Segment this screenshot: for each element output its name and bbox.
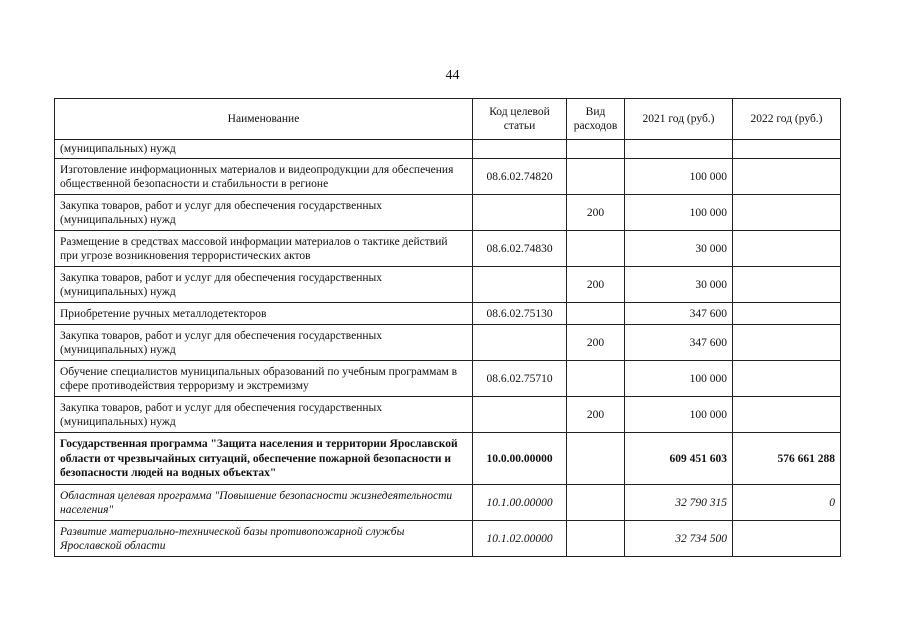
table-row	[55, 521, 841, 557]
cell-year-2022	[733, 521, 841, 557]
cell-expense-type	[567, 303, 625, 325]
cell-code: 10.1.00.00000	[473, 485, 567, 521]
table-row	[55, 195, 841, 231]
table-row	[55, 140, 841, 159]
cell-year-2022	[733, 267, 841, 303]
cell-code: 10.1.02.00000	[473, 521, 567, 557]
page-number: 44	[445, 68, 460, 83]
cell-name: Закупка товаров, работ и услуг для обеспечения государственных (муниципальных) нужд	[55, 397, 473, 433]
cell-expense-type: 200	[567, 267, 625, 303]
cell-code: 08.6.02.75710	[473, 361, 567, 397]
cell-expense-type: 200	[567, 195, 625, 231]
cell-year-2022	[733, 303, 841, 325]
table-row	[55, 231, 841, 267]
cell-year-2022	[733, 140, 841, 159]
cell-code: 08.6.02.74830	[473, 231, 567, 267]
cell-expense-type	[567, 159, 625, 195]
cell-name: Государственная программа "Защита населения и территории Ярославской области от чрезвычайных ситуаций, обеспечение пожарной безопасности и безопасности людей на водных объектах"	[55, 433, 473, 485]
cell-code	[473, 140, 567, 159]
cell-expense-type	[567, 521, 625, 557]
cell-code	[473, 267, 567, 303]
cell-code	[473, 397, 567, 433]
cell-year-2021: 100 000	[625, 195, 733, 231]
cell-name: Закупка товаров, работ и услуг для обеспечения государственных (муниципальных) нужд	[55, 325, 473, 361]
cell-name: Изготовление информационных материалов и видеопродукции для обеспечения общественной безопасности и стабильности в регионе	[55, 159, 473, 195]
cell-name: Размещение в средствах массовой информации материалов о тактике действий при угрозе возникновения террористических актов	[55, 231, 473, 267]
cell-year-2022	[733, 397, 841, 433]
cell-year-2021	[625, 140, 733, 159]
cell-code	[473, 325, 567, 361]
cell-name: Обучение специалистов муниципальных образований по учебным программам в сфере противодействия терроризму и экстремизму	[55, 361, 473, 397]
cell-code	[473, 195, 567, 231]
cell-name: Развитие материально-технической базы противопожарной службы Ярославской области	[55, 521, 473, 557]
cell-expense-type	[567, 140, 625, 159]
cell-expense-type	[567, 231, 625, 267]
cell-year-2021: 30 000	[625, 267, 733, 303]
table-row	[55, 159, 841, 195]
table-row	[55, 485, 841, 521]
cell-expense-type	[567, 361, 625, 397]
cell-year-2021: 30 000	[625, 231, 733, 267]
header-year-2021: 2021 год (руб.)	[625, 99, 733, 140]
table-body	[55, 140, 841, 557]
cell-year-2022	[733, 231, 841, 267]
header-expense-type: Вид расходов	[567, 99, 625, 140]
cell-year-2021: 32 734 500	[625, 521, 733, 557]
cell-expense-type	[567, 485, 625, 521]
cell-name: Закупка товаров, работ и услуг для обеспечения государственных (муниципальных) нужд	[55, 267, 473, 303]
cell-code: 08.6.02.75130	[473, 303, 567, 325]
cell-name: Закупка товаров, работ и услуг для обеспечения государственных (муниципальных) нужд	[55, 195, 473, 231]
cell-year-2022	[733, 325, 841, 361]
cell-year-2022	[733, 159, 841, 195]
table-row	[55, 361, 841, 397]
cell-year-2021: 347 600	[625, 325, 733, 361]
cell-year-2022	[733, 361, 841, 397]
cell-year-2022: 576 661 288	[733, 433, 841, 485]
cell-expense-type: 200	[567, 325, 625, 361]
cell-year-2021: 609 451 603	[625, 433, 733, 485]
cell-name: Приобретение ручных металлодетекторов	[55, 303, 473, 325]
cell-year-2021: 100 000	[625, 159, 733, 195]
cell-year-2021: 32 790 315	[625, 485, 733, 521]
cell-year-2021: 100 000	[625, 361, 733, 397]
cell-expense-type	[567, 433, 625, 485]
cell-expense-type: 200	[567, 397, 625, 433]
table-row	[55, 433, 841, 485]
table-row	[55, 303, 841, 325]
cell-year-2021: 347 600	[625, 303, 733, 325]
cell-year-2021: 100 000	[625, 397, 733, 433]
cell-name: (муниципальных) нужд	[55, 140, 473, 159]
budget-table	[54, 98, 841, 557]
table-row	[55, 267, 841, 303]
cell-code: 08.6.02.74820	[473, 159, 567, 195]
header-code: Код целевой статьи	[473, 99, 567, 140]
cell-year-2022	[733, 195, 841, 231]
cell-code: 10.0.00.00000	[473, 433, 567, 485]
table-header-row	[55, 99, 841, 140]
cell-year-2022: 0	[733, 485, 841, 521]
table-row	[55, 325, 841, 361]
cell-name: Областная целевая программа "Повышение безопасности жизнедеятельности населения"	[55, 485, 473, 521]
table-row	[55, 397, 841, 433]
header-year-2022: 2022 год (руб.)	[733, 99, 841, 140]
header-name: Наименование	[55, 99, 473, 140]
